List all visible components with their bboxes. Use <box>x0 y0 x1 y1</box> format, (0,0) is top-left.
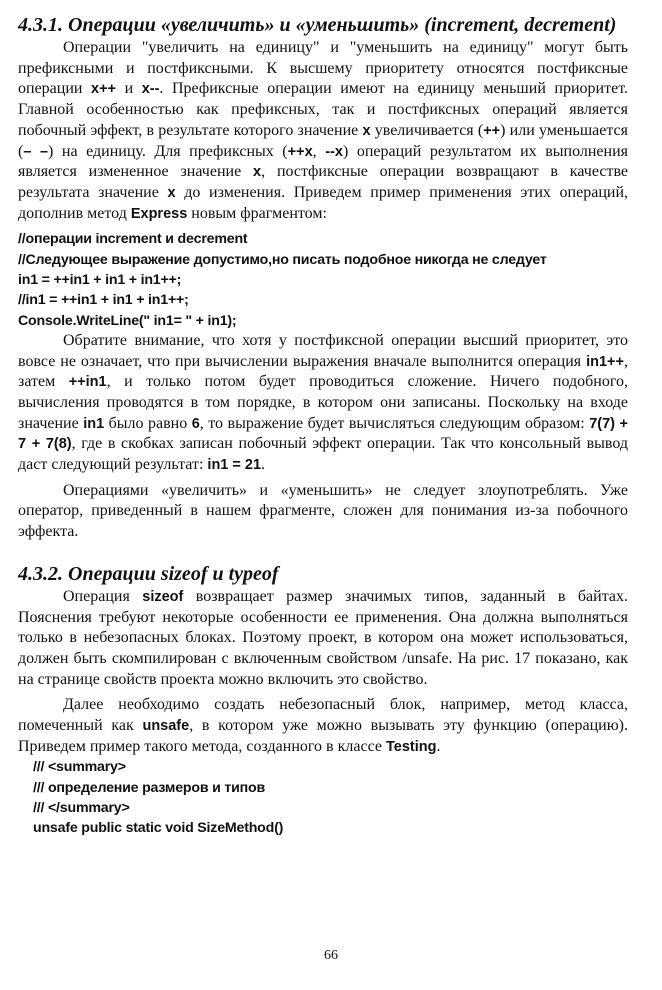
code-line: /// определение размеров и типов <box>33 779 265 796</box>
code-block-sizeof <box>18 757 628 838</box>
code-line: /// </summary> <box>33 800 130 817</box>
code-line: unsafe public static void SizeMethod() <box>33 820 284 837</box>
code-line: /// <summary> <box>33 759 126 776</box>
code-line: in1 = ++in1 + in1 + in1++; <box>18 271 182 288</box>
code-line: //in1 = ++in1 + in1 + in1++; <box>18 292 189 309</box>
section-heading-sizeof: 4.3.2. Операции sizeof и typeof <box>18 562 279 585</box>
section-heading-increment: 4.3.1. Операции «увеличить» и «уменьшить» (increment, decrement) <box>18 14 617 36</box>
code-line: //операции increment и decrement <box>18 231 248 248</box>
paragraph-increment-warning: Операциями «увеличить» и «уменьшить» не следует злоупотреблять. Уже оператор, приведенный в нашем фрагменте, сложен для понимания из-за побочного эффекта. <box>18 481 628 541</box>
code-line: Console.WriteLine(" in1= " + in1); <box>18 312 237 329</box>
paragraph-increment-explanation: Обратите внимание, что хотя у постфиксной операции высший приоритет, это вовсе не означает, что при вычислении выражения вначале выполнится операция in1++, затем ++in1, и только потом будет проводиться сложение. Ничего подобного, вычисления проводятся в том порядке, в котором они записаны. Поскольку на входе значение in1 было равно 6, то выражение будет вычисляться следующим образом: 7(7) + 7 + 7(8), где в скобках записан побочный эффект операции. Так что консольный вывод даст следующий результат: in1 = 21. <box>18 331 628 474</box>
code-block-increment <box>18 229 628 330</box>
paragraph-increment-intro: Операции "увеличить на единицу" и "уменьшить на единицу" могут быть префиксными и постфиксными. К высшему приоритету относятся постфиксные операции x++ и x--. Префиксные операции имеют на единицу меньший приоритет. Главной особенностью как префиксных, так и постфиксных операций является побочный эффект, в результате которого значение x увеличивается (++) или уменьшается (– –) на единицу. Для префиксных (++x, --x) операций результатом их выполнения является измененное значение x, постфиксные операции возвращают в качестве результата значение x до изменения. Приведем пример применения этих операций, дополнив метод Express новым фрагментом: <box>18 39 629 222</box>
paragraph-unsafe-block: Далее необходимо создать небезопасный блок, например, метод класса, помеченный как unsafe, в котором уже можно вызывать эту функцию (операцию). Приведем пример такого метода, созданного в классе Testing. <box>18 696 628 755</box>
paragraph-sizeof-intro: Операция sizeof возвращает размер значимых типов, заданный в байтах. Пояснения требуют некоторые особенности ее применения. Она должна выполняться только в небезопасных блоках. Поэтому проект, в котором она может использоваться, должен быть скомпилирован с включенным свойством /unsafe. На рис. 17 показано, как на странице свойств проекта можно включить это свойство. <box>18 587 629 688</box>
page-number: 66 <box>324 948 338 963</box>
page-content <box>18 12 628 839</box>
code-line: //Следующее выражение допустимо,но писать подобное никогда не следует <box>18 251 547 268</box>
